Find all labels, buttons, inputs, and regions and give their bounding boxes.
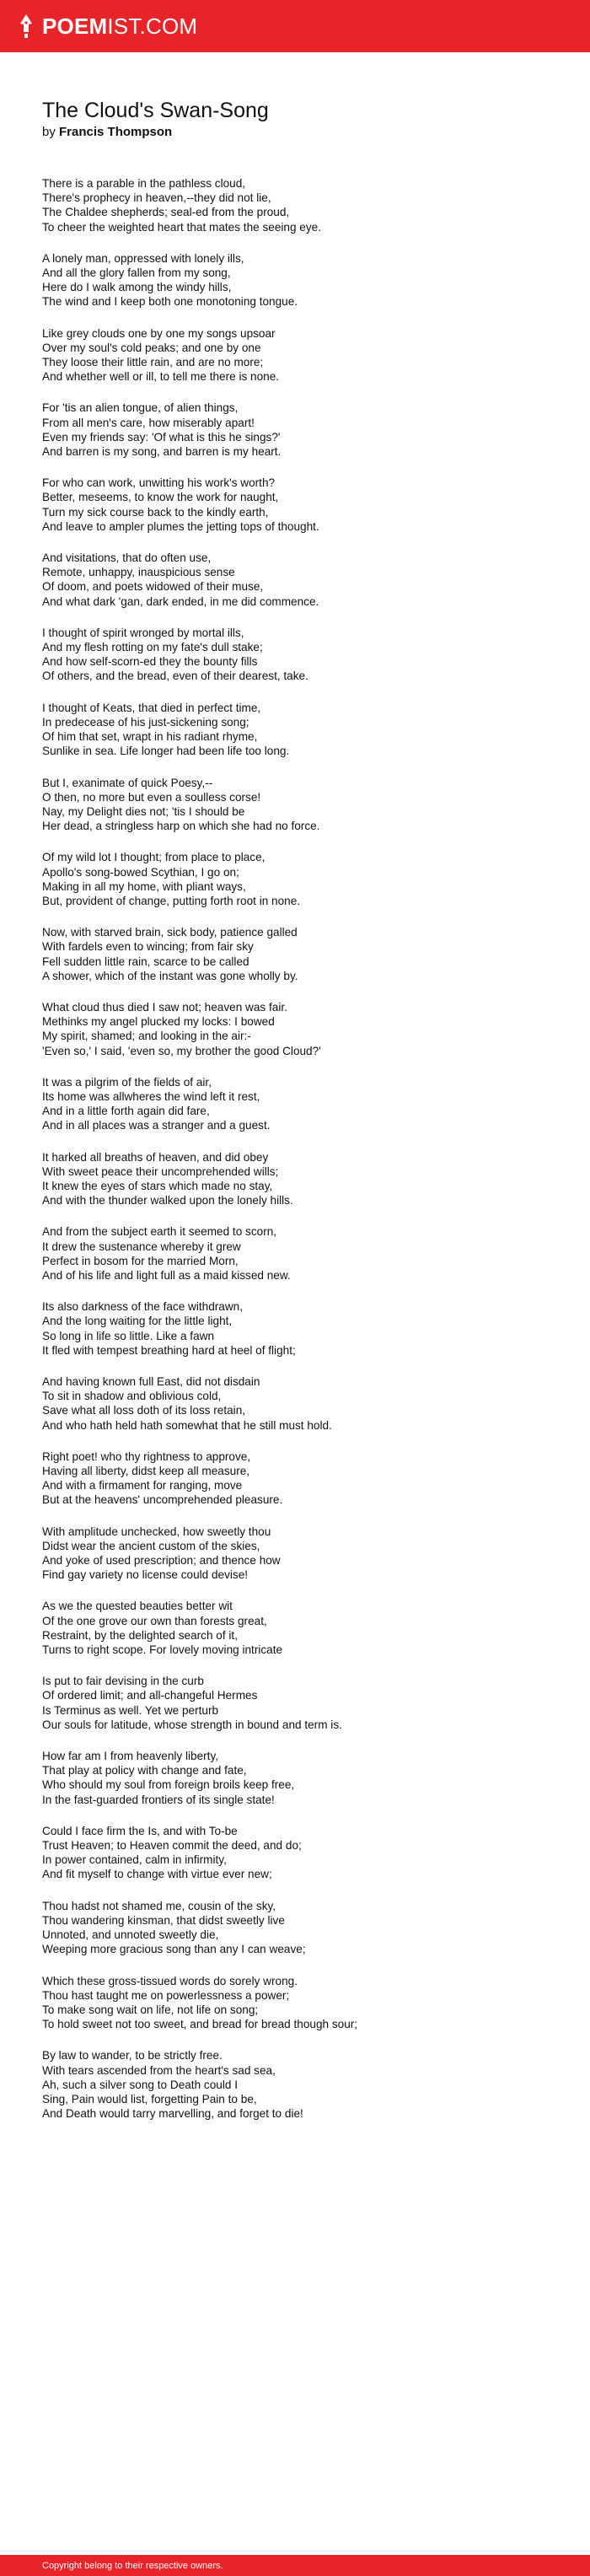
stanza: [42, 1824, 556, 1882]
poem-line: Its also darkness of the face withdrawn,: [42, 1300, 244, 1314]
stanza: [42, 1075, 556, 1133]
poem-line: Over my soul's cold peaks; and one by one: [42, 341, 261, 354]
poem-line: As we the quested beauties better wit: [42, 1600, 233, 1613]
poem-line: Who should my soul from foreign broils keep free,: [42, 1778, 295, 1792]
poem-line: Find gay variety no license could devise!: [42, 1568, 249, 1582]
poem-line: It harked all breaths of heaven, and did obey: [42, 1150, 269, 1164]
stanza: [42, 401, 556, 459]
poem-line: Save what all loss doth of its loss retain,: [42, 1404, 246, 1417]
poem-line: And all the glory fallen from my song,: [42, 266, 231, 280]
poem-line: And in a little forth again did fare,: [42, 1105, 210, 1118]
stanza: [42, 1749, 556, 1807]
poem-line: To make song wait on life, not life on song;: [42, 2003, 259, 2016]
poem-line: It knew the eyes of stars which made no stay,: [42, 1179, 273, 1192]
poem-line: And visitations, that do often use,: [42, 551, 212, 565]
stanza: [42, 1150, 556, 1208]
poem-line: But I, exanimate of quick Poesy,--: [42, 776, 213, 789]
poem-title: The Cloud's Swan-Song: [42, 99, 269, 122]
poem-line: Even my friends say: 'Of what is this he sings?': [42, 430, 281, 444]
poem-line: In power contained, calm in infirmity,: [42, 1853, 227, 1867]
stanza: [42, 1525, 556, 1583]
poem-line: To sit in shadow and oblivious cold,: [42, 1390, 222, 1403]
poem-content: [42, 98, 556, 2138]
stanza: [42, 1449, 556, 1508]
poem-line: Of him that set, wrapt in his radiant rhyme,: [42, 730, 258, 744]
poem-line: Apollo's song-bowed Scythian, I go on;: [42, 865, 239, 879]
poem-line: Having all liberty, didst keep all measure,: [42, 1465, 250, 1478]
poem-line: Sing, Pain would list, forgetting Pain to be,: [42, 2092, 257, 2105]
poem-line: There's prophecy in heaven,--they did not lie,: [42, 191, 271, 205]
poem-line: How far am I from heavenly liberty,: [42, 1750, 219, 1763]
site-header: [0, 0, 590, 52]
logo-wordmark: [42, 12, 197, 40]
poem-line: Restraint, by the delighted search of it,: [42, 1628, 238, 1642]
poem-line: Of the one grove our own than forests great,: [42, 1614, 267, 1627]
poem-line: Ah, such a silver song to Death could I: [42, 2078, 238, 2091]
poem-line: There is a parable in the pathless cloud,: [42, 177, 246, 190]
poem-line: Sunlike in sea. Life longer had been life too long.: [42, 745, 290, 758]
author-link[interactable]: Francis Thompson: [59, 125, 173, 139]
poem-line: And barren is my song, and barren is my heart.: [42, 445, 282, 459]
poem-line: And from the subject earth it seemed to scorn,: [42, 1225, 277, 1239]
poem-line: Remote, unhappy, inauspicious sense: [42, 566, 235, 579]
logo-light-text: IST.COM: [107, 13, 198, 39]
poem-body: [42, 176, 556, 2121]
stanza: [42, 176, 556, 234]
poem-line: That play at policy with change and fate,: [42, 1764, 247, 1777]
poem-line: Its home was allwheres the wind left it rest,: [42, 1089, 260, 1103]
stanza: [42, 626, 556, 684]
poem-line: From all men's care, how miserably apart!: [42, 416, 255, 429]
site-logo[interactable]: [19, 12, 197, 40]
stanza: [42, 551, 556, 609]
poem-line: Better, meseems, to know the work for naught,: [42, 491, 279, 504]
poem-line: And how self-scorn-ed they the bounty fills: [42, 655, 258, 669]
stanza: [42, 1000, 556, 1058]
poem-line: The Chaldee shepherds; seal-ed from the proud,: [42, 206, 290, 219]
stanza: [42, 251, 556, 309]
poem-line: By law to wander, to be strictly free.: [42, 2049, 223, 2062]
poem-line: But, provident of change, putting forth root in none.: [42, 894, 301, 907]
poem-line: Fell sudden little rain, scarce to be called: [42, 955, 249, 968]
poem-line: Thou hadst not shamed me, cousin of the sky,: [42, 1899, 276, 1912]
poem-line: And leave to ampler plumes the jetting tops of thought.: [42, 519, 319, 533]
poem-line: It fled with tempest breathing hard at heel of flight;: [42, 1343, 296, 1357]
poem-line: And whether well or ill, to tell me there is none.: [42, 370, 280, 384]
poem-line: But at the heavens' uncomprehended pleasure.: [42, 1493, 283, 1507]
poem-line: Which these gross-tissued words do sorely wrong.: [42, 1974, 298, 1987]
site-footer: [0, 2555, 590, 2576]
poem-line: And Death would tarry marvelling, and forget to die!: [42, 2107, 303, 2121]
stanza: [42, 2048, 556, 2121]
poem-line: And with the thunder walked upon the lonely hills.: [42, 1194, 293, 1207]
stanza: [42, 776, 556, 834]
poem-line: Of my wild lot I thought; from place to place,: [42, 851, 266, 864]
poem-line: Right poet! who thy rightness to approve,: [42, 1449, 251, 1463]
stanza: [42, 326, 556, 385]
stanza: [42, 850, 556, 908]
byline-prefix: by: [42, 125, 56, 139]
poem-line: And fit myself to change with virtue ever new;: [42, 1868, 272, 1881]
stanza: [42, 1674, 556, 1732]
poem-line: A shower, which of the instant was gone wholly by.: [42, 969, 298, 982]
poem-line: In the fast-guarded frontiers of its single state!: [42, 1793, 275, 1806]
stanza: [42, 701, 556, 759]
poem-line: In predecease of his just-sickening song;: [42, 715, 249, 729]
poem-line: Methinks my angel plucked my locks: I bowed: [42, 1015, 275, 1029]
poem-line: For who can work, unwitting his work's worth?: [42, 476, 276, 490]
poem-line: A lonely man, oppressed with lonely ills,: [42, 251, 244, 265]
stanza: [42, 1224, 556, 1283]
stanza: [42, 1599, 556, 1657]
poem-line: And in all places was a stranger and a guest.: [42, 1119, 271, 1132]
poem-line: It drew the sustenance whereby it grew: [42, 1240, 241, 1253]
logo-bold-text: POEM: [42, 13, 108, 39]
poem-line: What cloud thus died I saw not; heaven was fair.: [42, 1000, 287, 1014]
poem-line: Turns to right scope. For lovely moving intricate: [42, 1643, 283, 1657]
poem-line: Our souls for latitude, whose strength in bound and term is.: [42, 1718, 342, 1731]
copyright-text: Copyright belong to their respective owners.: [42, 2561, 223, 2571]
poem-line: Thou wandering kinsman, that didst sweetly live: [42, 1913, 285, 1927]
poem-line: Turn my sick course back to the kindly earth,: [42, 505, 269, 519]
poem-line: Here do I walk among the windy hills,: [42, 281, 232, 294]
poem-line: Of doom, and poets widowed of their muse,: [42, 580, 264, 594]
poem-line: With fardels even to wincing; from fair sky: [42, 940, 254, 954]
poem-line: Of others, and the bread, even of their dearest, take.: [42, 670, 308, 683]
poem-line: The wind and I keep both one monotoning tongue.: [42, 295, 298, 309]
poem-line: And with a firmament for ranging, move: [42, 1479, 243, 1492]
poem-line: Trust Heaven; to Heaven commit the deed, and do;: [42, 1839, 302, 1853]
poem-line: Is Terminus as well. Yet we perturb: [42, 1703, 219, 1717]
poem-line: My spirit, shamed; and looking in the air:-: [42, 1030, 251, 1043]
poem-line: Like grey clouds one by one my songs upsoar: [42, 326, 276, 340]
poem-line: And yoke of used prescription; and thence how: [42, 1554, 281, 1568]
poem-line: Is put to fair devising in the curb: [42, 1675, 204, 1688]
poem-line: I thought of Keats, that died in perfect time,: [42, 701, 261, 714]
stanza: [42, 476, 556, 534]
poem-line: Of ordered limit; and all-changeful Hermes: [42, 1689, 258, 1702]
poem-line: And of his life and light full as a maid kissed new.: [42, 1268, 291, 1282]
poem-line: Now, with starved brain, sick body, patience galled: [42, 926, 298, 939]
poem-line: So long in life so little. Like a fawn: [42, 1329, 215, 1342]
poem-line: Her dead, a stringless harp on which she had no force.: [42, 820, 320, 833]
poem-line: For 'tis an alien tongue, of alien things,: [42, 401, 239, 415]
poem-line: O then, no more but even a soulless corse!: [42, 790, 261, 804]
poem-line: And who hath held hath somewhat that he still must hold.: [42, 1418, 332, 1432]
poem-line: With amplitude unchecked, how sweetly thou: [42, 1525, 271, 1538]
poem-line: They loose their little rain, and are no more;: [42, 356, 264, 369]
poem-line: To cheer the weighted heart that mates the seeing eye.: [42, 220, 321, 234]
stanza: [42, 1899, 556, 1957]
poem-line: Could I face firm the Is, and with To-be: [42, 1824, 238, 1837]
poem-line: 'Even so,' I said, 'even so, my brother the good Cloud?': [42, 1044, 321, 1057]
poem-line: Unnoted, and unnoted sweetly die,: [42, 1928, 219, 1942]
poem-line: With sweet peace their uncomprehended wills;: [42, 1164, 279, 1178]
poem-line: And my flesh rotting on my fate's dull stake;: [42, 641, 263, 654]
poem-line: Nay, my Delight dies not; 'tis I should be: [42, 804, 245, 818]
stanza: [42, 1974, 556, 2032]
stanza: [42, 1374, 556, 1433]
pen-nib-icon: [19, 13, 34, 39]
poem-line: And what dark 'gan, dark ended, in me did commence.: [42, 594, 319, 608]
poem-line: Making in all my home, with pliant ways,: [42, 879, 246, 893]
byline: [42, 124, 556, 141]
poem-line: Thou hast taught me on powerlessness a power;: [42, 1988, 290, 2002]
poem-line: Didst wear the ancient custom of the skies,: [42, 1539, 260, 1552]
poem-line: It was a pilgrim of the fields of air,: [42, 1075, 212, 1089]
poem-line: Weeping more gracious song than any I can weave;: [42, 1943, 306, 1956]
poem-line: And having known full East, did not disdain: [42, 1375, 260, 1388]
poem-line: And the long waiting for the little light,: [42, 1315, 233, 1328]
poem-line: I thought of spirit wronged by mortal ills,: [42, 626, 244, 639]
stanza: [42, 925, 556, 983]
poem-line: Perfect in bosom for the married Morn,: [42, 1254, 239, 1267]
stanza: [42, 1299, 556, 1358]
poem-line: With tears ascended from the heart's sad sea,: [42, 2063, 276, 2077]
poem-line: To hold sweet not too sweet, and bread for bread though sour;: [42, 2018, 358, 2031]
